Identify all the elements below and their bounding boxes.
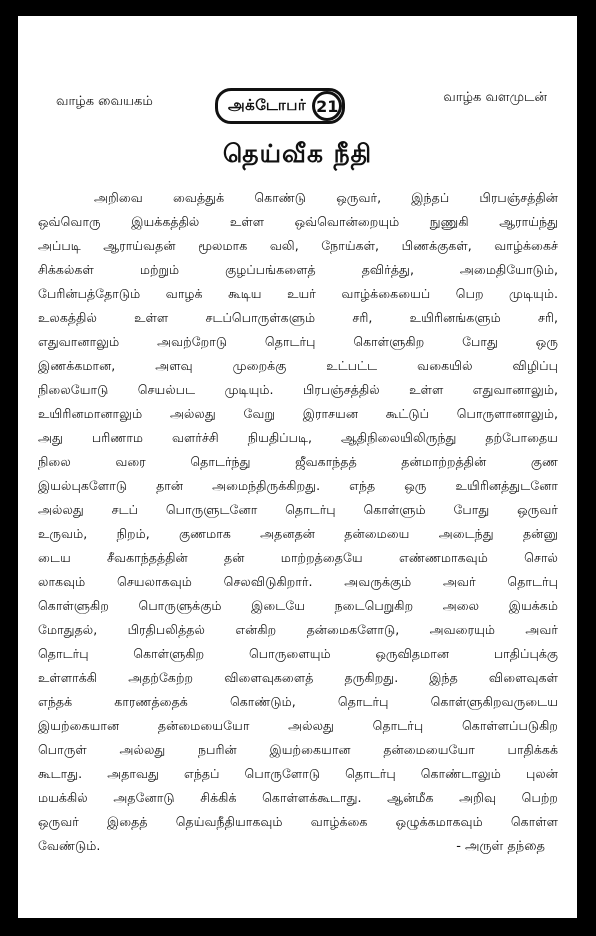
paragraph-line: அப்படி ஆராய்வதன் மூலமாக வலி, நோய்கள், பிணக்குகள், வாழ்க்கைச் [38, 238, 558, 253]
paragraph-line: சிக்கல்கள் மற்றும் குழப்பங்களைத் தவிர்த்து, அமைதியோடும், [38, 262, 558, 277]
paragraph-line: கூடாது. அதாவது எந்தப் பொருளோடு தொடர்பு கொண்டாலும் புலன் [38, 766, 558, 781]
paragraph-line: இயற்கையான தன்மையையோ அல்லது தொடர்பு கொள்ளப்படுகிற [38, 718, 558, 733]
paragraph-line: அது பரிணாம வளர்ச்சி நியதிப்படி, ஆதிநிலையிலிருந்து தற்போதைய [38, 430, 558, 445]
paragraph-line: உயிரினமானாலும் அல்லது வேறு இராசயன கூட்டுப் பொருளானாலும், [38, 406, 558, 421]
page-title: தெய்வீக நீதி [222, 139, 373, 168]
paragraph-line: உருவம், நிறம், குணமாக அதனதன் தன்மையை அடைந்து தன்னு [38, 526, 558, 541]
paragraph-line: எந்தக் காரணத்தைக் கொண்டும், தொடர்பு கொள்ளுகிறவருடைய [38, 694, 558, 709]
paragraph-line: தொடர்பு கொள்ளுகிற பொருளையும் ஒருவிதமான பாதிப்புக்கு [38, 646, 558, 661]
paragraph-line: பொருள் அல்லது நபரின் இயற்கையான தன்மையையோ பாதிக்கக் [38, 742, 558, 757]
paragraph-line: கொள்ளுகிற பொருளுக்கும் இடையே நடைபெறுகிற அலை இயக்கம் [38, 598, 558, 613]
date-badge [215, 88, 345, 124]
paragraph-line: எதுவானாலும் அவற்றோடு தொடர்பு கொள்ளுகிற போது ஒரு [38, 334, 558, 349]
paragraph-line: உள்ளாக்கி அதற்கேற்ற விளைவுகளைத் தருகிறது. இந்த விளைவுகள் [38, 670, 558, 685]
paragraph-line: மயக்கில் அதனோடு சிக்கிக் கொள்ளக்கூடாது. ஆன்மீக அறிவு பெற்ற [38, 790, 558, 805]
paragraph-line: இணக்கமான, அளவு முறைக்கு உட்பட்ட வகையில் விழிப்பு [38, 358, 558, 373]
signature: - அருள் தந்தை [456, 839, 545, 854]
paragraph-line: உலகத்தில் உள்ள சடப்பொருள்களும் சரி, உயிரினங்களும் சரி, [38, 310, 558, 325]
header-right-motto: வாழ்க வளமுடன் [443, 90, 547, 105]
paragraph-line: பேரின்பத்தோடும் வாழக் கூடிய உயர் வாழ்க்கையைப் பெற முடியும். [38, 286, 558, 301]
date-month: அக்டோபர் [228, 96, 307, 114]
paragraph-line: லாகவும் செயலாகவும் செலவிடுகிறார். அவருக்கும் அவர் தொடர்பு [38, 574, 558, 589]
date-day-circle: 21 [312, 91, 342, 121]
paragraph-line: வேண்டும். [38, 838, 101, 853]
paragraph-line: ஒருவர் இதைத் தெய்வநீதியாகவும் வாழ்க்கை ஒழுக்கமாகவும் கொள்ள [38, 814, 558, 829]
paragraph-line: ஒவ்வொரு இயக்கத்தில் உள்ள ஒவ்வொன்றையும் நுணுகி ஆராய்ந்து [38, 214, 558, 229]
header-left-motto: வாழ்க வையகம் [56, 94, 153, 109]
paragraph-line: டைய சீவகாந்தத்தின் தன் மாற்றத்தையே எண்ணமாகவும் சொல் [38, 550, 558, 565]
paragraph-line: இயல்புகளோடு தான் அமைந்திருக்கிறது. எந்த ஒரு உயிரினத்துடனோ [38, 478, 558, 493]
page [18, 16, 577, 918]
paragraph-line: அறிவை வைத்துக் கொண்டு ஒருவர், இந்தப் பிரபஞ்சத்தின் [94, 190, 558, 205]
paragraph-line: அல்லது சடப் பொருளுடனோ தொடர்பு கொள்ளும் போது ஒருவர் [38, 502, 558, 517]
paragraph-line: நிலை வரை தொடர்ந்து ஜீவகாந்தத் தன்மாற்றத்தின் குண [38, 454, 558, 469]
paragraph-line: நிலையோடு செயல்பட முடியும். பிரபஞ்சத்தில் உள்ள எதுவானாலும், [38, 382, 558, 397]
paragraph-line: மோதுதல், பிரதிபலித்தல் என்கிற தன்மைகளோடு, அவரையும் அவர் [38, 622, 558, 637]
